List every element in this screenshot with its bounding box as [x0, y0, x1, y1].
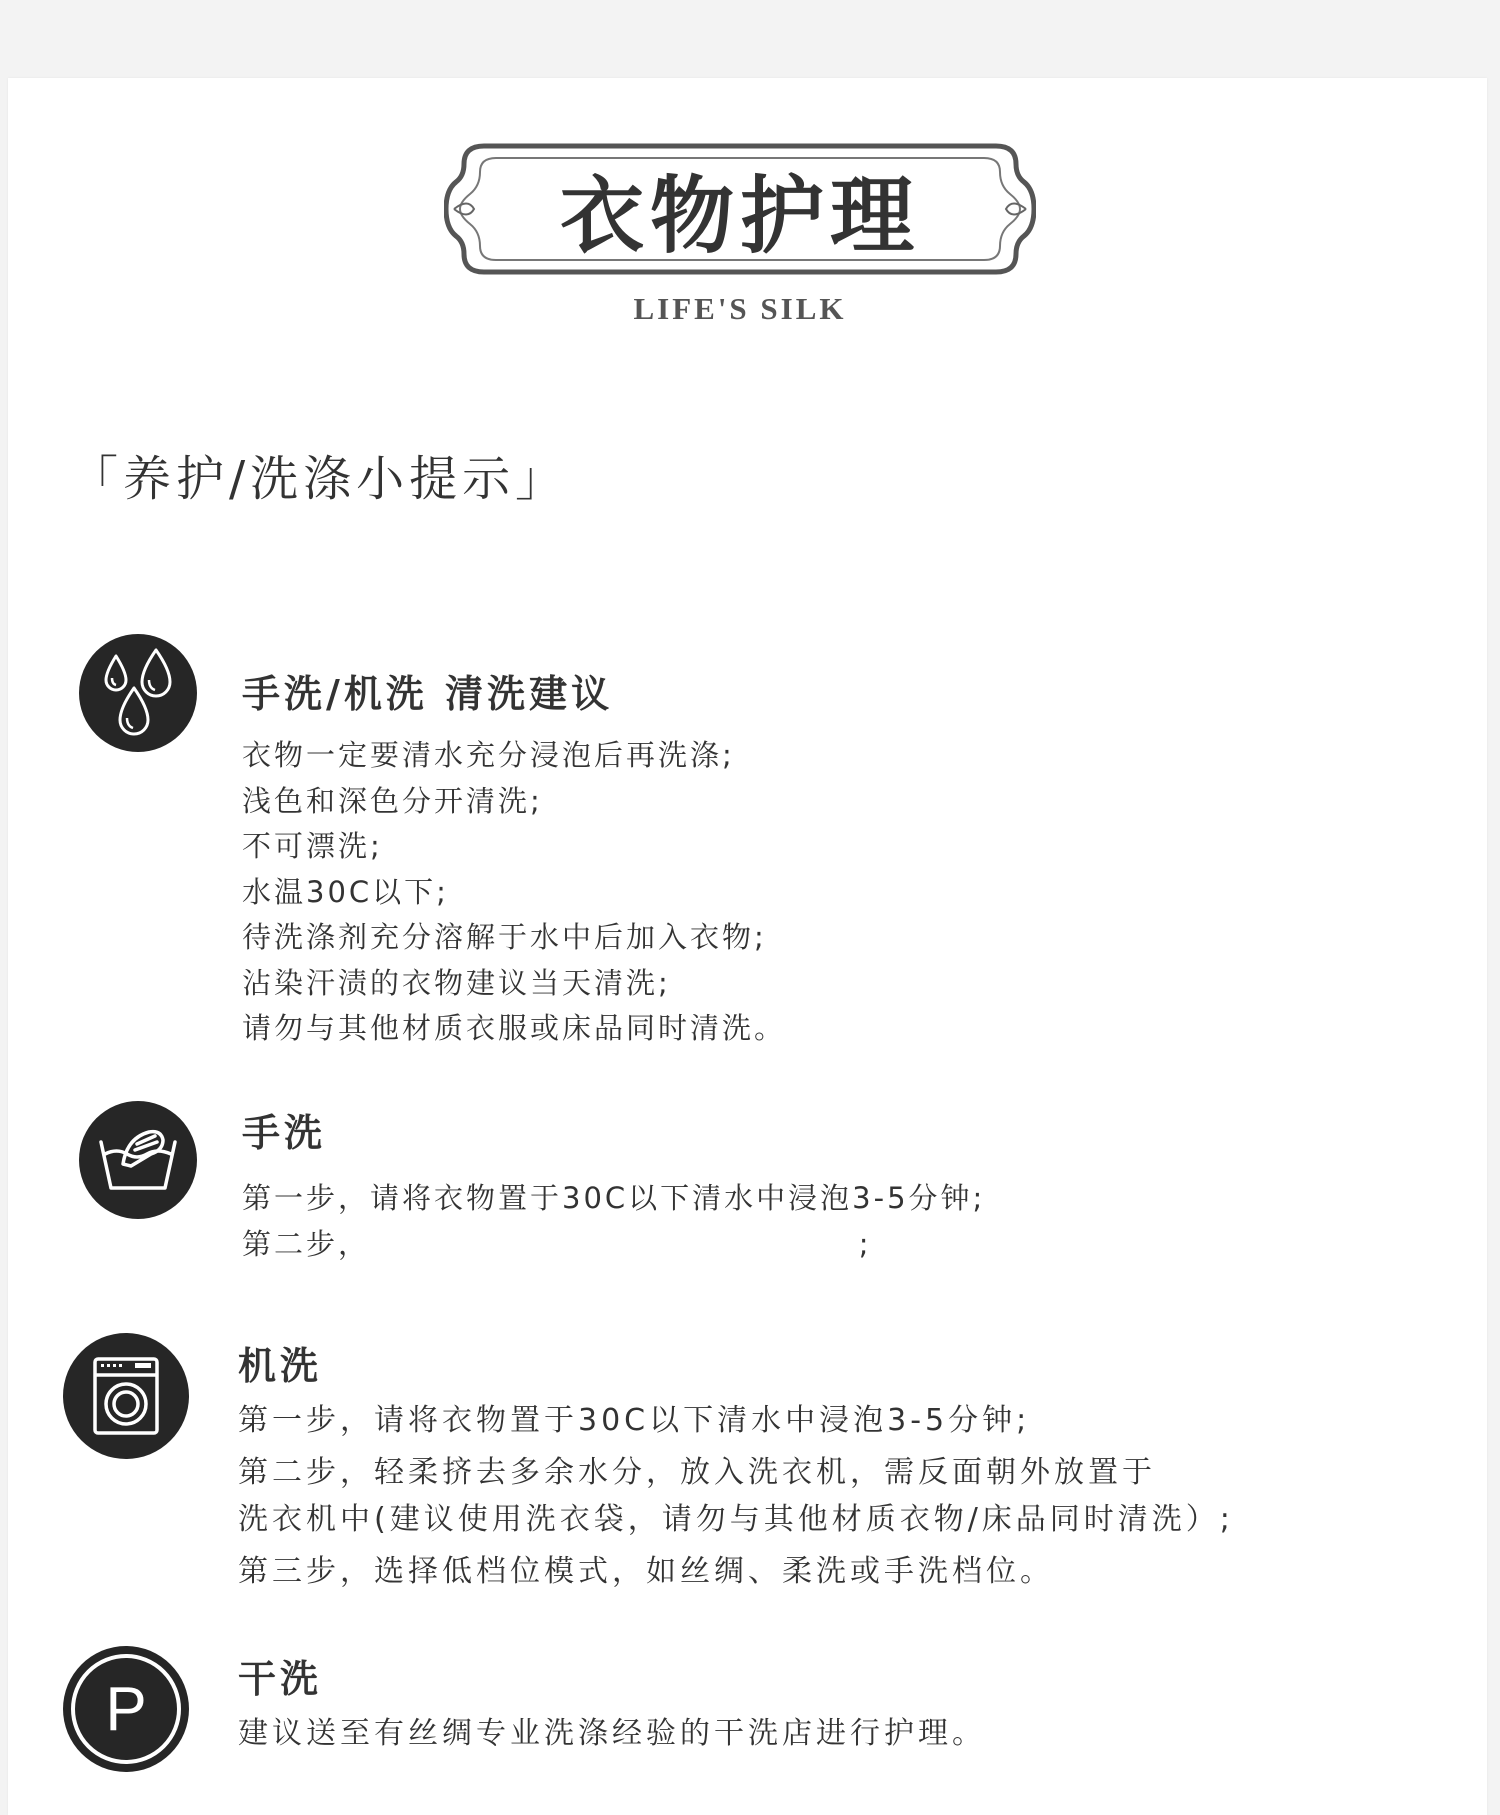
list-item: 第一步，请将衣物置于30C以下清水中浸泡3-5分钟; [242, 1181, 986, 1215]
list-item: 水温30C以下; [242, 874, 449, 909]
banner-title: 衣物护理 [559, 165, 920, 265]
section-title-machine-wash: 机洗 [238, 1344, 323, 1388]
list-item: 请勿与其他材质衣服或床品同时清洗。 [242, 1011, 787, 1045]
title-banner [444, 142, 1036, 276]
list-item: 浅色和深色分开清洗; [242, 783, 543, 818]
list-item: 沾染汗渍的衣物建议当天清洗; [242, 965, 671, 1000]
section-title-dry-clean: 干洗 [238, 1657, 323, 1701]
hand-wash-steps [242, 1176, 985, 1267]
dry-clean-letter: P [105, 1675, 147, 1744]
section-title-hand-wash: 手洗 [242, 1111, 327, 1155]
list-item: 第二步，轻柔挤去多余水分，放入洗衣机，需反面朝外放置于 [238, 1455, 1156, 1490]
dry-clean-text [238, 1710, 986, 1757]
machine-wash-steps [238, 1397, 1234, 1595]
tips-heading: 「养护/洗涤小提示」 [70, 451, 569, 507]
list-item: 第二步， ; [242, 1226, 872, 1261]
water-drops-icon [79, 634, 197, 752]
hand-wash-icon [79, 1101, 197, 1219]
list-item: 洗衣机中(建议使用洗衣袋，请勿与其他材质衣物/床品同时清洗）; [238, 1502, 1234, 1537]
wash-advice-list [242, 733, 786, 1052]
list-item: 建议送至有丝绸专业洗涤经验的干洗店进行护理。 [238, 1716, 986, 1751]
washing-machine-icon [63, 1333, 189, 1459]
list-item: 第三步，选择低档位模式，如丝绸、柔洗或手洗档位。 [238, 1554, 1054, 1589]
list-item: 不可漂洗; [242, 829, 383, 863]
brand-subtitle: LIFE'S SILK [633, 291, 847, 326]
section-title-wash-advice: 手洗/机洗 清洗建议 [242, 672, 614, 716]
list-item: 待洗涤剂充分溶解于水中后加入衣物; [242, 920, 767, 954]
list-item: 衣物一定要清水充分浸泡后再洗涤; [242, 738, 735, 772]
list-item: 第一步，请将衣物置于30C以下清水中浸泡3-5分钟; [238, 1403, 1031, 1438]
dry-clean-p-icon [63, 1646, 189, 1772]
